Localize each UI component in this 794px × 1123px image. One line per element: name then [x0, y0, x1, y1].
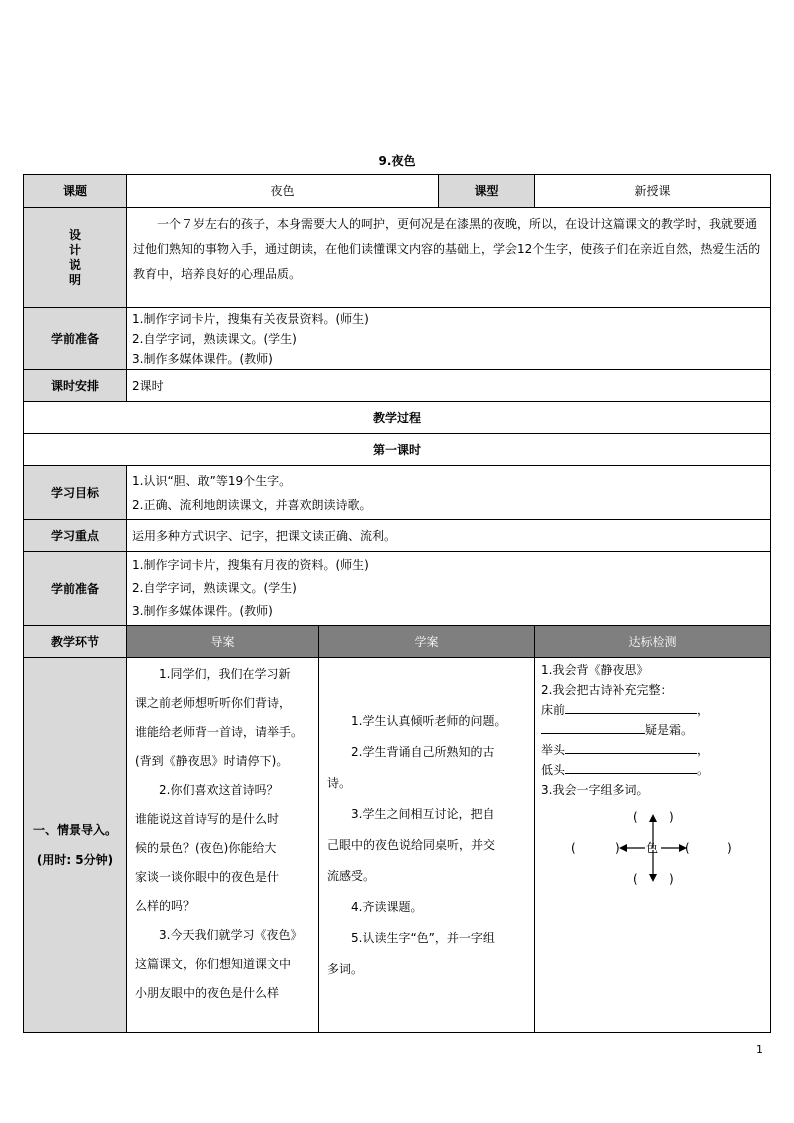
- compass-bottom-close: ): [669, 872, 674, 886]
- guide-line: 1.同学们，我们在学习新: [159, 667, 291, 681]
- guide-line: 么样的吗？: [135, 899, 196, 913]
- guide-line: 候的景色？(夜色)你能给大: [135, 841, 277, 855]
- prep-item: 3.制作多媒体课件。(教师): [132, 351, 273, 366]
- type-label: 课型: [439, 175, 535, 207]
- section1-label-cell: [24, 658, 127, 1032]
- lesson1-row: [23, 433, 771, 465]
- guide-line: 课之前老师想听听你们背诗，: [135, 696, 292, 710]
- goals-row: [23, 465, 771, 519]
- study-cell: [319, 658, 535, 1032]
- prep2-item: 3.制作多媒体课件。(教师): [132, 604, 273, 618]
- type-value: 新授课: [535, 175, 771, 207]
- section1-row: [23, 657, 771, 1033]
- design-label-char: 设: [68, 227, 81, 242]
- poem-line-1-start: 床前: [541, 703, 566, 717]
- compass-left-open: (: [571, 841, 576, 855]
- design-label-char: 说: [68, 257, 81, 272]
- process-row: [23, 401, 771, 433]
- answer-blank[interactable]: [565, 700, 697, 714]
- check-cell: [535, 658, 771, 1032]
- study-line: 多词。: [327, 962, 364, 976]
- prep2-item: 2.自学字词，熟读课文。(学生): [132, 581, 297, 595]
- word-compass: [565, 808, 735, 888]
- prep-item: 2.自学字词，熟读课文。(学生): [132, 331, 297, 346]
- section-header-row: [23, 625, 771, 657]
- study-line: 4.齐读课题。: [351, 900, 423, 914]
- header-study: 学案: [319, 626, 535, 657]
- poem-line-3-start: 举头: [541, 743, 566, 757]
- check-q2: 2.我会把古诗补充完整：: [541, 683, 673, 697]
- poem-line-2: [541, 720, 764, 740]
- guide-line: 3.今天我们就学习《夜色》: [159, 928, 303, 942]
- goal-item: 2.正确、流利地朗读课文，并喜欢朗读诗歌。: [132, 497, 372, 512]
- check-q1: 1.我会背《静夜思》: [541, 663, 649, 677]
- study-line: 流感受。: [327, 869, 376, 883]
- focus-label: 学习重点: [24, 520, 127, 551]
- guide-cell: [127, 658, 319, 1032]
- poem-line-4: [541, 760, 764, 780]
- prep2-label: 学前准备: [24, 552, 127, 625]
- design-text: 一个７岁左右的孩子，本身需要大人的呵护，更何况是在漆黑的夜晚，所以，在设计这篇课文的教学时，我就要通过他们熟知的事物入手，通过朗读，在他们读懂课文内容的基础上，学会12个生字，使孩子们在亲近自然，热爱生活的教育中，培养良好的心理品质。: [127, 208, 771, 307]
- lesson1-title: 第一课时: [24, 434, 771, 465]
- header-guide: 导案: [127, 626, 319, 657]
- guide-line: (背到《静夜思》时请停下)。: [135, 754, 289, 768]
- compass-top-open: (: [633, 810, 638, 824]
- hours-row: [23, 369, 771, 401]
- guide-line: 谁能说这首诗写的是什么时: [135, 812, 280, 826]
- compass-left-close: ): [615, 841, 620, 855]
- guide-line: 谁能给老师背一首诗，请举手。: [135, 725, 304, 739]
- topic-value: 夜色: [127, 175, 439, 207]
- header-check: 达标检测: [535, 626, 771, 657]
- answer-blank[interactable]: [541, 720, 645, 734]
- guide-line: 2.你们喜欢这首诗吗？: [159, 783, 279, 797]
- compass-center-char: 色: [646, 841, 659, 855]
- poem-line-1: [541, 700, 764, 720]
- prep2-row: [23, 551, 771, 625]
- design-label-char: 明: [68, 272, 81, 287]
- check-q3: 3.我会一字组多词。: [541, 783, 649, 797]
- lesson-title: 9.夜色: [378, 154, 416, 168]
- answer-blank[interactable]: [565, 740, 697, 754]
- compass-bottom-open: (: [633, 872, 638, 886]
- poem-line-3: [541, 740, 764, 760]
- design-label: [24, 208, 127, 307]
- prep-row: [23, 307, 771, 369]
- poem-line-2-end: 疑是霜。: [645, 723, 694, 737]
- lesson-plan-table: [23, 174, 771, 1033]
- design-label-char: 计: [68, 242, 81, 257]
- topic-row: [23, 174, 771, 207]
- goals-label: 学习目标: [24, 466, 127, 519]
- prep2-list: [127, 552, 771, 625]
- goals-list: [127, 466, 771, 519]
- study-line: 己眼中的夜色说给同桌听，并交: [327, 838, 496, 852]
- compass-top-close: ): [669, 810, 674, 824]
- poem-line-4-end: 。: [697, 763, 710, 777]
- study-line: 诗。: [327, 776, 352, 790]
- study-line: 2.学生背诵自己所熟知的古: [351, 745, 495, 759]
- header-step: 教学环节: [24, 626, 127, 657]
- poem-line-3-end: ，: [697, 743, 710, 757]
- prep-item: 1.制作字词卡片，搜集有关夜景资料。(师生): [132, 311, 369, 326]
- prep2-item: 1.制作字词卡片，搜集有月夜的资料。(师生): [132, 558, 369, 572]
- guide-line: 小朋友眼中的夜色是什么样: [135, 986, 280, 1000]
- study-line: 1.学生认真倾听老师的问题。: [351, 714, 507, 728]
- guide-line: 这篇课文，你们想知道课文中: [135, 957, 292, 971]
- study-line: 3.学生之间相互讨论，把自: [351, 807, 495, 821]
- section1-label: 一、情景导入。: [32, 823, 117, 837]
- guide-line: 家谈一谈你眼中的夜色是什: [135, 870, 280, 884]
- prep-label: 学前准备: [24, 308, 127, 369]
- compass-right-open: (: [685, 841, 690, 855]
- page-number: 1: [756, 1043, 763, 1056]
- focus-value: 运用多种方式识字、记字，把课文读正确、流利。: [127, 520, 771, 551]
- process-title: 教学过程: [24, 402, 771, 433]
- design-row: [23, 207, 771, 307]
- hours-label: 课时安排: [24, 370, 127, 401]
- topic-label: 课题: [24, 175, 127, 207]
- focus-row: [23, 519, 771, 551]
- poem-line-4-start: 低头: [541, 763, 566, 777]
- section1-time: (用时: 5分钟): [36, 853, 114, 867]
- hours-value: 2课时: [127, 370, 771, 401]
- answer-blank[interactable]: [565, 760, 697, 774]
- goal-item: 1.认识“胆、敢”等19个生字。: [132, 473, 292, 488]
- study-line: 5.认读生字“色”，并一字组: [351, 931, 495, 945]
- poem-line-1-end: ，: [697, 703, 710, 717]
- prep-list: [127, 308, 771, 369]
- compass-right-close: ): [727, 841, 732, 855]
